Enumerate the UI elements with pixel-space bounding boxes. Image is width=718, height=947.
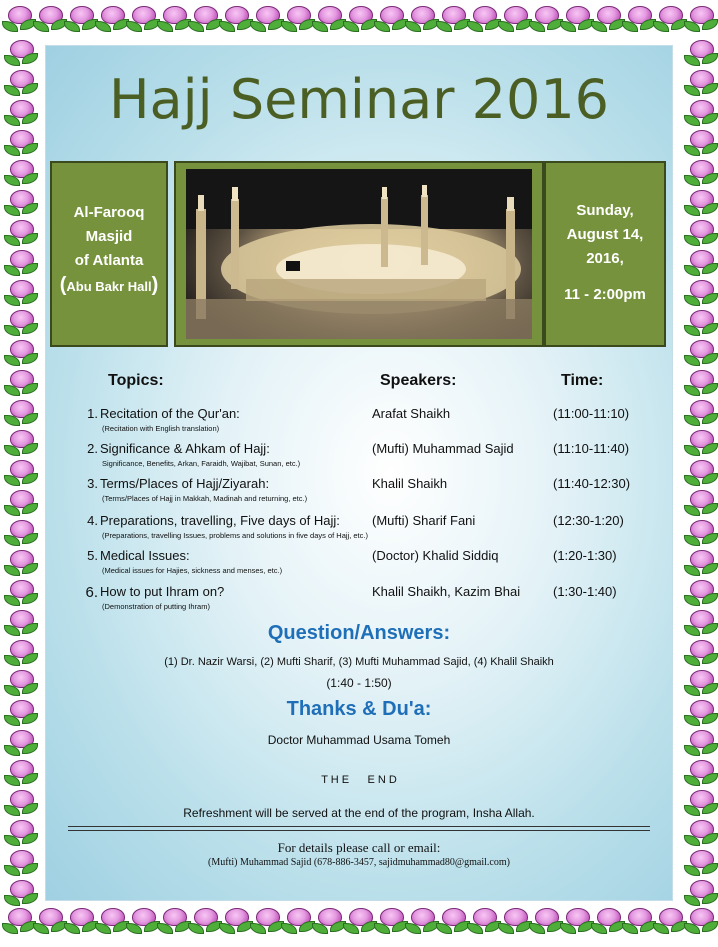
agenda-topic: How to put Ihram on?	[100, 584, 225, 599]
agenda-subtitle: (Demonstration of putting Ihram)	[102, 602, 210, 611]
agenda-item	[46, 476, 672, 512]
agenda-item	[46, 584, 672, 620]
kaaba-illustration	[186, 169, 532, 339]
venue-box	[50, 161, 168, 347]
agenda-time: (11:00-11:10)	[553, 406, 630, 421]
venue-line-1: Al-Farooq	[73, 204, 145, 221]
venue-line-3: of Atlanta	[74, 252, 144, 269]
agenda-subtitle: (Medical issues for Hajies, sickness and menses, etc.)	[102, 566, 283, 575]
agenda-topic: Medical Issues:	[100, 548, 190, 563]
agenda-topic: Preparations, travelling, Five days of Hajj:	[100, 513, 340, 528]
time-header: Time:	[561, 372, 604, 389]
agenda-time: (1:20-1:30)	[553, 548, 617, 563]
agenda-time: (12:30-1:20)	[553, 513, 624, 528]
agenda-number: 1.	[87, 406, 98, 421]
agenda-subtitle: (Recitation with English translation)	[102, 424, 220, 433]
event-time: 11 - 2:00pm	[564, 286, 646, 303]
venue-hall-close: )	[151, 274, 159, 296]
agenda-speaker: Arafat Shaikh	[372, 406, 451, 421]
venue-hall-open: (	[59, 274, 67, 296]
agenda-number: 6.	[85, 584, 98, 601]
contact-line: (Mufti) Muhammad Sajid (678-886-3457, sajidmuhammad80@gmail.com)	[208, 857, 510, 868]
agenda-time: (1:30-1:40)	[553, 584, 617, 599]
agenda-time: (11:40-12:30)	[553, 476, 631, 491]
thanks-name: Doctor Muhammad Usama Tomeh	[267, 733, 451, 747]
agenda-item	[46, 548, 672, 584]
divider-line	[68, 826, 650, 831]
agenda-number: 3.	[87, 476, 98, 491]
page-title: Hajj Seminar 2016	[108, 68, 610, 131]
qa-time: (1:40 - 1:50)	[326, 676, 392, 690]
datetime-box	[544, 161, 666, 347]
venue-line-2: Masjid	[85, 228, 133, 245]
venue-hall	[52, 273, 166, 299]
flyer	[46, 46, 672, 900]
agenda-speaker: (Mufti) Sharif Fani	[372, 513, 476, 528]
agenda-item	[46, 441, 672, 477]
agenda-speaker: (Mufti) Muhammad Sajid	[372, 441, 514, 456]
agenda-subtitle: (Preparations, travelling Issues, problems and solutions in five days of Hajj, etc.)	[102, 531, 368, 540]
agenda-number: 2.	[87, 441, 98, 456]
date-year: 2016,	[586, 250, 624, 267]
agenda-number: 4.	[87, 513, 98, 528]
thanks-heading: Thanks & Du'a:	[286, 698, 432, 720]
contact-heading: For details please call or email:	[277, 840, 441, 855]
agenda-speaker: Khalil Shaikh, Kazim Bhai	[372, 584, 521, 599]
qa-heading: Question/Answers:	[267, 622, 451, 644]
agenda-item	[46, 406, 672, 442]
refreshment-note: Refreshment will be served at the end of the program, Insha Allah.	[183, 806, 535, 820]
agenda-number: 5.	[87, 548, 98, 563]
kaaba-photo-frame	[174, 161, 544, 347]
date-day: Sunday,	[576, 202, 634, 219]
agenda-speaker: Khalil Shaikh	[372, 476, 448, 491]
topics-header: Topics:	[108, 372, 164, 389]
agenda-topic: Terms/Places of Hajj/Ziyarah:	[100, 476, 270, 491]
date-month-day: August 14,	[566, 226, 644, 243]
agenda-topic: Significance & Ahkam of Hajj:	[100, 441, 270, 456]
agenda-item	[46, 513, 672, 549]
agenda-subtitle: (Terms/Places of Hajj in Makkah, Madinah and returning, etc.)	[102, 494, 308, 503]
kaaba-night-photo	[186, 169, 532, 339]
the-end: T H E E N D	[321, 774, 397, 786]
agenda-time: (11:10-11:40)	[553, 441, 630, 456]
qa-panel: (1) Dr. Nazir Warsi, (2) Mufti Sharif, (3) Mufti Muhammad Sajid, (4) Khalil Shaikh	[164, 656, 554, 668]
speakers-header: Speakers:	[380, 372, 457, 389]
agenda-topic: Recitation of the Qur'an:	[100, 406, 240, 421]
venue-hall-name: Abu Bakr Hall	[66, 279, 152, 294]
agenda-speaker: (Doctor) Khalid Siddiq	[372, 548, 499, 563]
agenda-subtitle: Significance, Benefits, Arkan, Faraidh, Wajibat, Sunan, etc.)	[102, 459, 301, 468]
